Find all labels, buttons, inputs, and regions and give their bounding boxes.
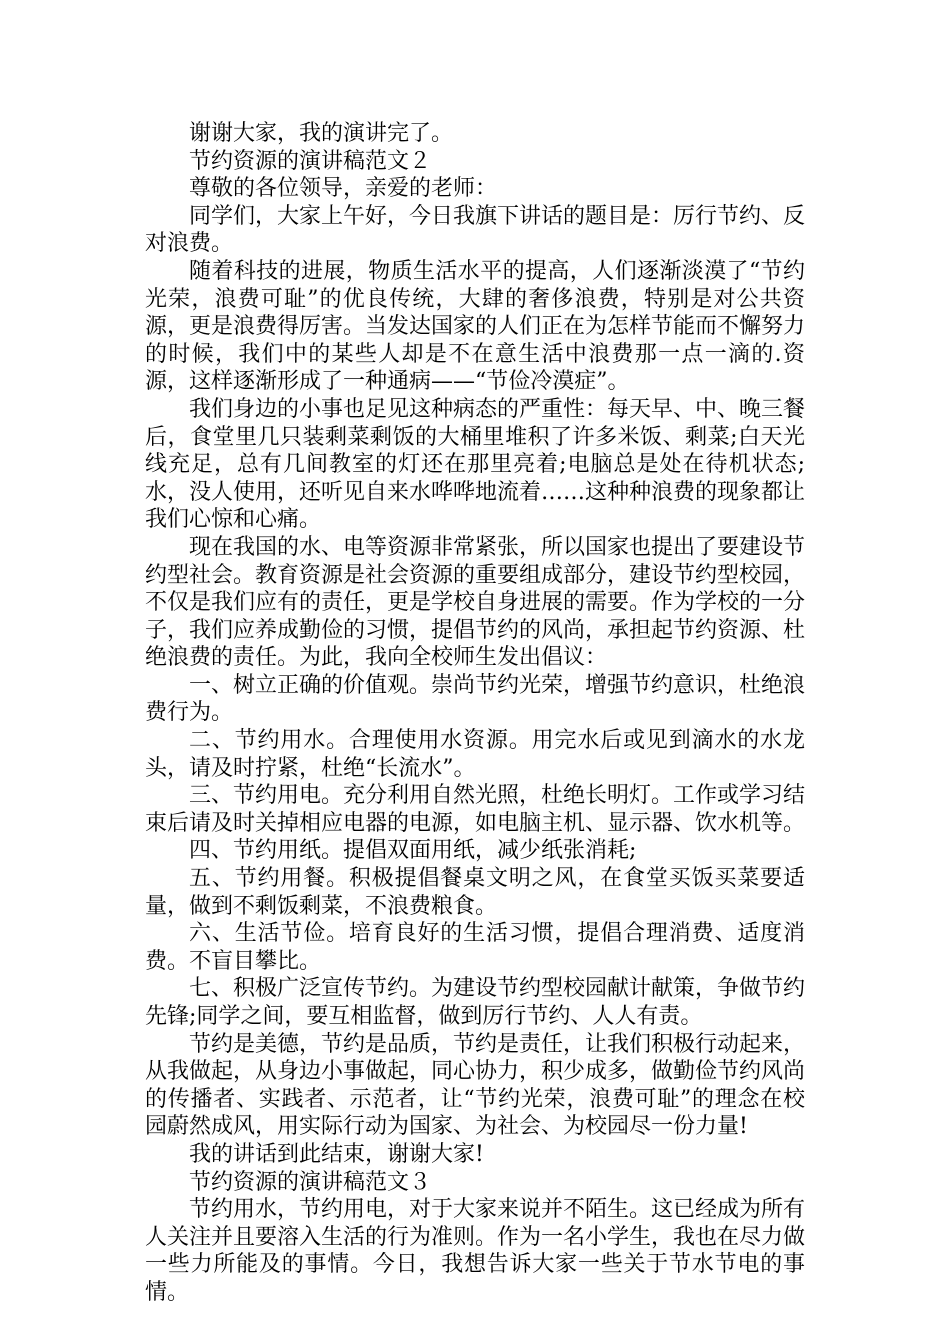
paragraph-section-3-intro: 节约用水，节约用电，对于大家来说并不陌生。这已经成为所有人关注并且要溶入生活的行为准则。作为一名小学生，我也在尽力做一些力所能及的事情。今日，我想告诉大家一些关于节水节电的事情。 [145,1197,806,1305]
proposal-item-2: 二、节约用水。合理使用水资源。用完水后或见到滴水的水龙头，请及时拧紧，杜绝“长流水”。 [145,728,805,781]
proposal-item-5: 五、节约用餐。积极提倡餐桌文明之风，在食堂买饭买菜要适量，做到不剩饭剩菜，不浪费粮食。 [145,866,805,919]
closing-remark: 我的讲话到此结束，谢谢大家! [189,1141,484,1167]
proposal-item-4: 四、节约用纸。提倡双面用纸，减少纸张消耗; [189,838,637,864]
proposal-item-6: 六、生活节俭。培育良好的生活习惯，提倡合理消费、适度消费。不盲目攀比。 [145,921,805,974]
paragraph-intro: 同学们，大家上午好，今日我旗下讲话的题目是：厉行节约、反对浪费。 [145,203,806,257]
section-title-3: 节约资源的演讲稿范文３ [189,1169,432,1195]
proposal-item-1: 一、树立正确的价值观。崇尚节约光荣，增强节约意识，杜绝浪费行为。 [145,672,806,726]
closing-line: 谢谢大家，我的演讲完了。 [189,121,454,146]
salutation: 尊敬的各位领导，亲爱的老师： [189,176,498,202]
document-body [145,120,805,1307]
paragraph-proposal: 现在我国的水、电等资源非常紧张，所以国家也提出了要建设节约型社会。教育资源是社会资源的重要组成部分，建设节约型校园，不仅是我们应有的责任，更是学校自身进展的需要。作为学校的一分子，我们应养成勤俭的习惯，提倡节约的风尚，承担起节约资源、杜绝浪费的责任。为此，我向全校师生发出倡议： [145,534,806,671]
proposal-item-3: 三、节约用电。充分利用自然光照，杜绝长明灯。工作或学习结束后请及时关掉相应电器的电源，如电脑主机、显示器、饮水机等。 [145,783,806,836]
section-title-2: 节约资源的演讲稿范文２ [189,148,432,174]
paragraph-examples: 我们身边的小事也足见这种病态的严重性：每天早、中、晚三餐后，食堂里几只装剩菜剩饭的大桶里堆积了许多米饭、剩菜;白天光线充足，总有几间教室的灯还在那里亮着;电脑总是处在待机状态;水，没人使用，还听见自来水哗哗地流着……这种种浪费的现象都让我们心惊和心痛。 [145,396,806,533]
paragraph-conclusion: 节约是美德，节约是品质，节约是责任，让我们积极行动起来，从我做起，从身边小事做起，同心协力，积少成多，做勤俭节约风尚的传播者、实践者、示范者，让“节约光荣，浪费可耻”的理念在校园蔚然成风，用实际行动为国家、为社会、为校园尽一份力量! [145,1031,806,1140]
paragraph-background: 随着科技的进展，物质生活水平的提高，人们逐渐淡漠了“节约光荣，浪费可耻”的优良传统，大肆的奢侈浪费，特别是对公共资源，更是浪费得厉害。当发达国家的人们正在为怎样节能而不懈努力的时候，我们中的某些人却是不在意生活中浪费那一点一滴的.资源，这样逐渐形成了一种通病——“节俭冷漠症”。 [145,258,806,395]
proposal-item-7: 七、积极广泛宣传节约。为建设节约型校园献计献策，争做节约先锋;同学之间，要互相监督，做到厉行节约、人人有责。 [145,976,806,1029]
